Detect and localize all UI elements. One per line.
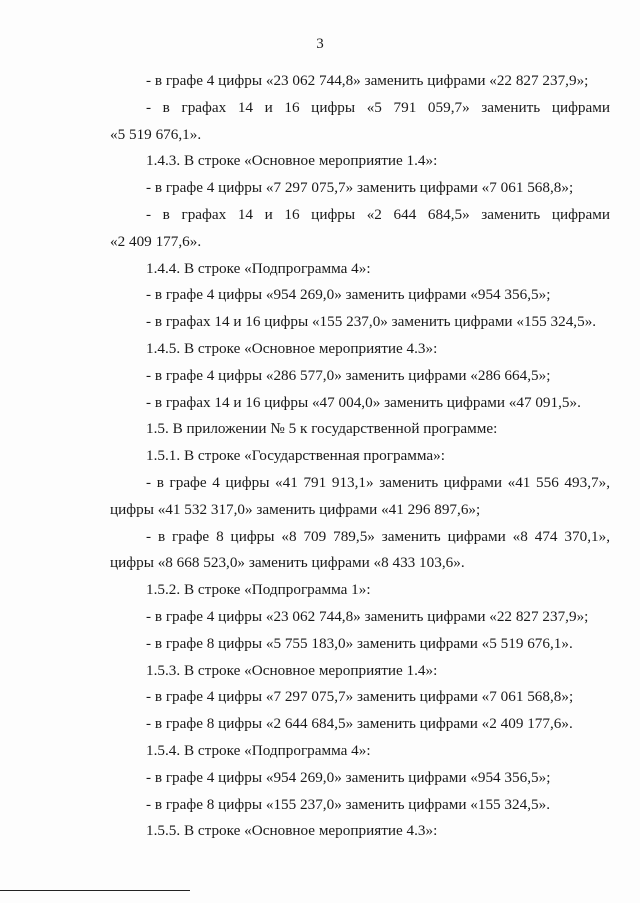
- text-line: - в графах 14 и 16 цифры «5 791 059,7» заменить цифрами: [146, 98, 610, 116]
- text-line: - в графах 14 и 16 цифры «2 644 684,5» заменить цифрами: [146, 205, 610, 223]
- text-line: - в графе 4 цифры «286 577,0» заменить цифрами «286 664,5»;: [146, 366, 551, 384]
- text-line: 1.4.3. В строке «Основное мероприятие 1.4»:: [146, 152, 438, 170]
- page-number: 3: [316, 36, 324, 52]
- text-line: 1.5. В приложении № 5 к государственной программе:: [146, 420, 498, 438]
- text-line: 1.5.3. В строке «Основное мероприятие 1.4»:: [146, 661, 438, 679]
- document-body: [110, 70, 610, 847]
- text-line: - в графах 14 и 16 цифры «47 004,0» заменить цифрами «47 091,5».: [146, 393, 581, 411]
- text-line: 1.5.5. В строке «Основное мероприятие 4.3»:: [146, 822, 438, 840]
- text-line: «5 519 676,1».: [110, 125, 202, 143]
- footnote-divider: [0, 890, 190, 891]
- text-line: цифры «8 668 523,0» заменить цифрами «8 433 103,6».: [110, 554, 465, 572]
- text-line: - в графе 4 цифры «954 269,0» заменить цифрами «954 356,5»;: [146, 768, 551, 786]
- text-line: 1.5.1. В строке «Государственная программа»:: [146, 447, 445, 465]
- text-line: 1.4.5. В строке «Основное мероприятие 4.3»:: [146, 339, 438, 357]
- text-line: 1.5.4. В строке «Подпрограмма 4»:: [146, 741, 371, 759]
- text-line: - в графе 8 цифры «2 644 684,5» заменить цифрами «2 409 177,6».: [146, 715, 573, 733]
- text-line: - в графе 4 цифры «7 297 075,7» заменить цифрами «7 061 568,8»;: [146, 688, 574, 706]
- text-line: - в графе 4 цифры «23 062 744,8» заменить цифрами «22 827 237,9»;: [146, 72, 589, 89]
- text-line: - в графах 14 и 16 цифры «155 237,0» заменить цифрами «155 324,5».: [146, 313, 597, 331]
- text-line: - в графе 4 цифры «23 062 744,8» заменить цифрами «22 827 237,9»;: [146, 607, 589, 625]
- text-line: - в графе 8 цифры «8 709 789,5» заменить цифрами «8 474 370,1»,: [146, 527, 610, 545]
- text-line: «2 409 177,6».: [110, 232, 202, 250]
- text-line: 1.4.4. В строке «Подпрограмма 4»:: [146, 259, 371, 277]
- text-line: - в графе 4 цифры «41 791 913,1» заменить цифрами «41 556 493,7»,: [146, 473, 610, 491]
- text-line: - в графе 4 цифры «954 269,0» заменить цифрами «954 356,5»;: [146, 286, 551, 304]
- text-line: 1.5.2. В строке «Подпрограмма 1»:: [146, 581, 371, 599]
- text-line: - в графе 4 цифры «7 297 075,7» заменить цифрами «7 061 568,8»;: [146, 179, 574, 197]
- text-line: - в графе 8 цифры «5 755 183,0» заменить цифрами «5 519 676,1».: [146, 634, 573, 652]
- text-line: цифры «41 532 317,0» заменить цифрами «41 296 897,6»;: [110, 500, 481, 518]
- text-line: - в графе 8 цифры «155 237,0» заменить цифрами «155 324,5».: [146, 795, 550, 813]
